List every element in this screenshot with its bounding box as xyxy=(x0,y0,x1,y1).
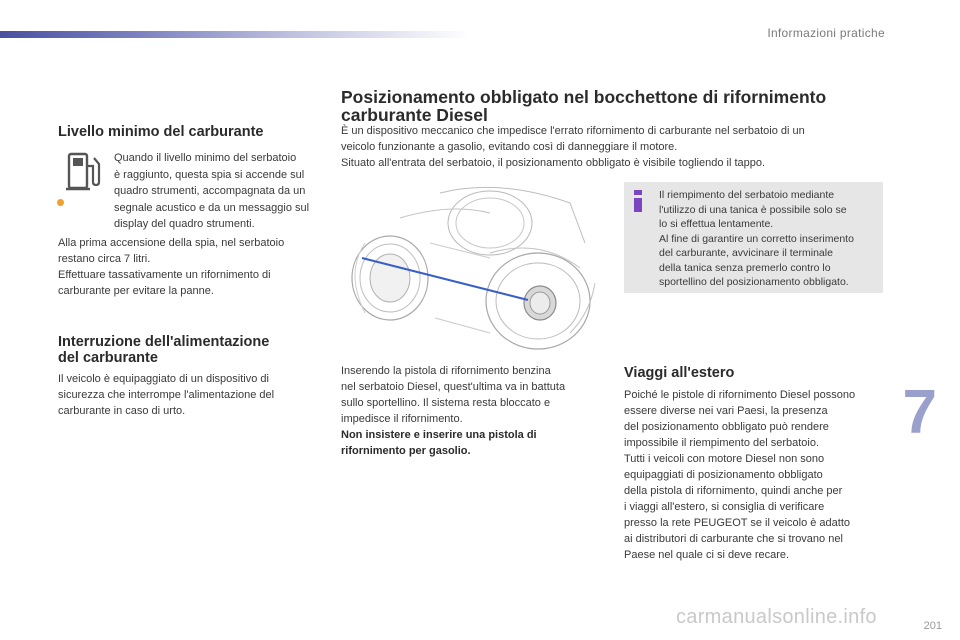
watermark-text: carmanualsonline.info xyxy=(676,606,877,628)
chapter-number: 7 xyxy=(902,378,937,447)
text-line: Il riempimento del serbatoio mediante xyxy=(659,189,835,201)
title-line: Interruzione dell'alimentazione xyxy=(58,334,270,350)
petrol-nozzle-text xyxy=(341,363,611,459)
info-box xyxy=(624,182,883,293)
text-line: della pistola di rifornimento, quindi anche per xyxy=(624,485,843,497)
diesel-intro xyxy=(341,123,901,171)
text-line: display del quadro strumenti. xyxy=(114,218,255,230)
warning-text: rifornimento per gasolio. xyxy=(341,445,471,457)
text-line: presso la rete PEUGEOT se il veicolo è adatto xyxy=(624,517,851,529)
diesel-section-title xyxy=(341,88,826,124)
text-line: impossibile il riempimento del serbatoio. xyxy=(624,437,820,449)
text-line: restano circa 7 litri. xyxy=(58,253,151,265)
text-line: quadro strumenti, accompagnata da un xyxy=(114,185,306,197)
info-box-text xyxy=(659,188,881,290)
text-line: Tutti i veicoli con motore Diesel non sono xyxy=(624,453,825,465)
text-line: sicurezza che interrompe l'alimentazione del xyxy=(58,389,275,401)
header-gradient-bar xyxy=(0,31,470,38)
low-fuel-title: Livello minimo del carburante xyxy=(58,124,264,140)
text-line: della tanica senza premerlo contro lo xyxy=(659,261,831,274)
info-icon xyxy=(632,190,645,212)
text-line: Effettuare tassativamente un rifornimento di xyxy=(58,269,271,281)
text-line: segnale acustico e da un messaggio sul xyxy=(114,201,310,214)
text-line: Paese nel quale ci si deve recare. xyxy=(624,549,790,561)
text-line: ai distributori di carburante che si trovano nel xyxy=(624,533,843,545)
text-line: i viaggi all'estero, si consiglia di verificare xyxy=(624,501,825,513)
abroad-text xyxy=(624,387,904,563)
text-line: sportellino del posizionamento obbligato. xyxy=(659,276,849,288)
fuel-pump-icon xyxy=(66,152,102,192)
title-line: del carburante xyxy=(58,350,158,366)
text-line: Inserendo la pistola di rifornimento benzina xyxy=(341,365,551,377)
low-fuel-warning-dot xyxy=(57,199,64,206)
title-line: carburante Diesel xyxy=(341,105,488,125)
text-line: l'utilizzo di una tanica è possibile solo se xyxy=(659,203,847,216)
low-fuel-body xyxy=(58,235,328,299)
text-line: nel serbatoio Diesel, quest'ultima va in battuta xyxy=(341,381,566,393)
text-line: Poiché le pistole di rifornimento Diesel possono xyxy=(624,389,856,401)
text-line: impedisce il rifornimento. xyxy=(341,413,463,425)
text-line: Situato all'entrata del serbatoio, il posizionamento obbligato è visibile togliendo il tappo. xyxy=(341,157,766,169)
text-line: È un dispositivo meccanico che impedisce l'errato rifornimento di carburante nel serbatoio di un xyxy=(341,125,805,137)
text-line: del carburante, avvicinare il terminale xyxy=(659,247,833,259)
text-line: essere diverse nei vari Paesi, la presenza xyxy=(624,405,828,417)
text-line: è raggiunto, questa spia si accende sul xyxy=(114,168,305,181)
section-label: Informazioni pratiche xyxy=(767,26,885,40)
text-line: Al fine di garantire un corretto inserimento xyxy=(659,232,854,245)
text-line: Il veicolo è equipaggiato di un dispositivo di xyxy=(58,373,269,385)
text-line: equipaggiati di posizionamento obbligato xyxy=(624,469,823,481)
text-line: del posizionamento obbligato può rendere xyxy=(624,421,829,433)
text-line: sullo sportellino. Il sistema resta bloccato e xyxy=(341,397,551,409)
warning-text: Non insistere e inserire una pistola di xyxy=(341,429,537,441)
title-line: Posizionamento obbligato nel bocchettone di rifornimento xyxy=(341,87,827,107)
text-line: Alla prima accensione della spia, nel serbatoio xyxy=(58,237,285,249)
text-line: carburante per evitare la panne. xyxy=(58,285,214,297)
fuel-filler-neck-illustration xyxy=(340,183,602,353)
abroad-title: Viaggi all'estero xyxy=(624,365,735,381)
text-line: carburante in caso di urto. xyxy=(58,405,186,417)
text-line: veicolo funzionante a gasolio, evitando così di danneggiare il motore. xyxy=(341,141,678,153)
fuel-cutoff-body xyxy=(58,371,328,419)
low-fuel-intro xyxy=(114,150,324,233)
text-line: lo si effettua lentamente. xyxy=(659,218,774,230)
text-line: Quando il livello minimo del serbatoio xyxy=(114,152,297,164)
fuel-cutoff-title xyxy=(58,334,269,366)
page-number: 201 xyxy=(923,620,942,632)
